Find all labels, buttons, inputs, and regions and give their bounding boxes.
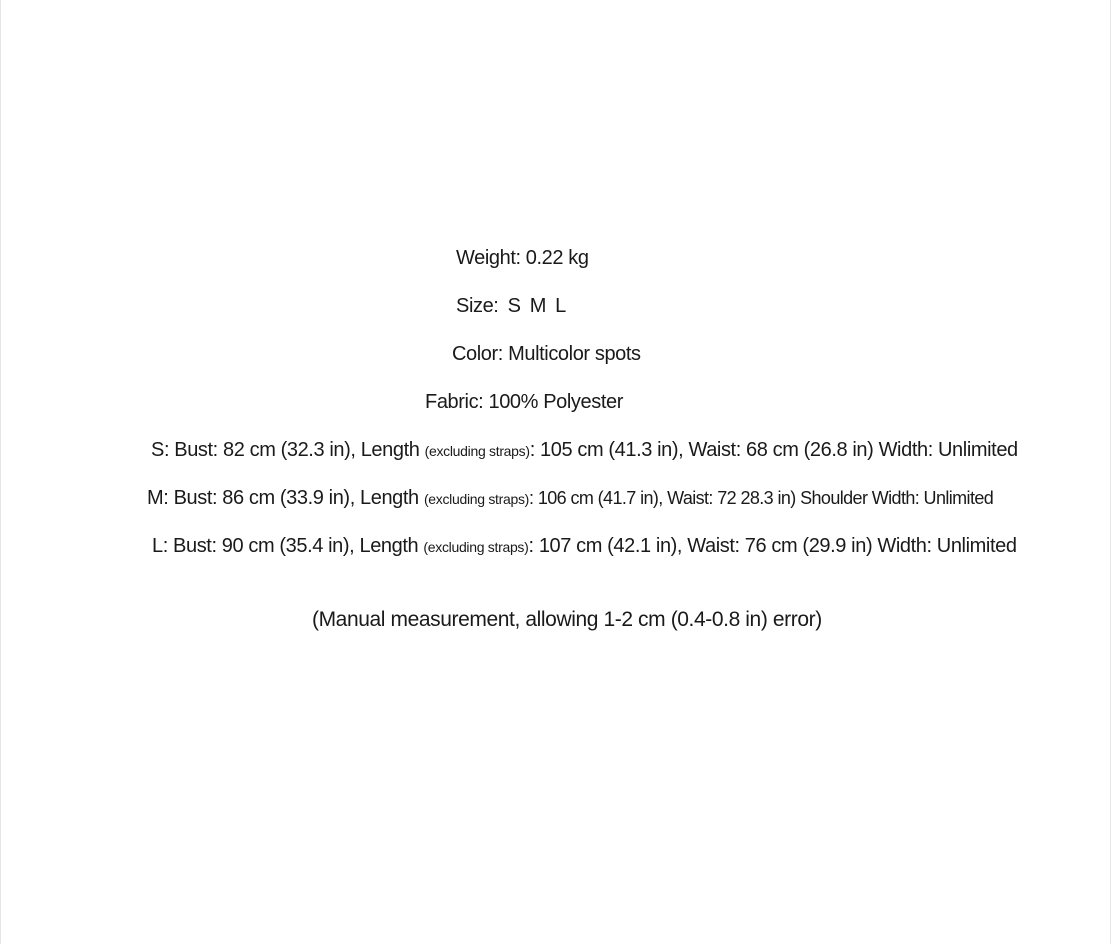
measurement-lead: S: Bust: 82 cm (32.3 in), Length bbox=[151, 439, 425, 461]
measurement-row-l bbox=[152, 536, 1017, 556]
measurement-tail: : 106 cm (41.7 in), Waist: 72 28.3 in) Shoulder Width: Unlimited bbox=[529, 488, 994, 508]
page-edge-left bbox=[0, 0, 1, 944]
weight-spec: Weight: 0.22 kg bbox=[456, 247, 589, 269]
measurement-row-m bbox=[147, 488, 993, 508]
measurement-tail: : 105 cm (41.3 in), Waist: 68 cm (26.8 in) Width: Unlimited bbox=[529, 439, 1018, 461]
measurement-note: (excluding straps) bbox=[423, 539, 529, 555]
size-spec: Size: S M L bbox=[456, 295, 566, 317]
measurement-tail: : 107 cm (42.1 in), Waist: 76 cm (29.9 in) Width: Unlimited bbox=[528, 535, 1017, 557]
fabric-spec: Fabric: 100% Polyester bbox=[425, 391, 623, 413]
color-spec: Color: Multicolor spots bbox=[452, 343, 641, 365]
measurement-disclaimer: (Manual measurement, allowing 1-2 cm (0.4-0.8 in) error) bbox=[312, 608, 822, 631]
measurement-note: (excluding straps) bbox=[423, 491, 530, 507]
measurement-lead: L: Bust: 90 cm (35.4 in), Length bbox=[152, 535, 424, 557]
measurement-row-s bbox=[151, 440, 1018, 460]
measurement-lead: M: Bust: 86 cm (33.9 in), Length bbox=[147, 487, 424, 509]
measurement-note: (excluding straps) bbox=[424, 443, 530, 459]
